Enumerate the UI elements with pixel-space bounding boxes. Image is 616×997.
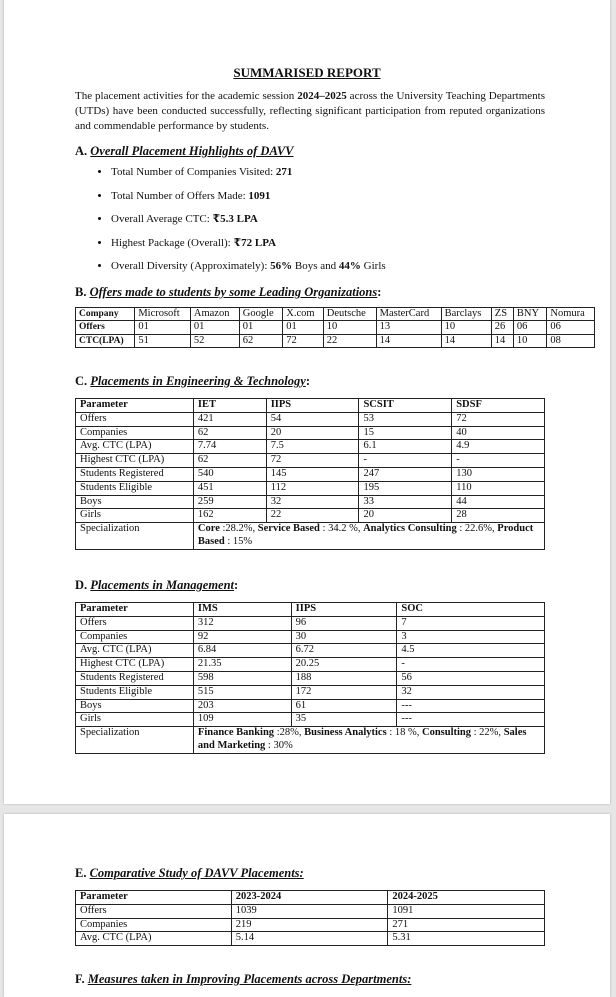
table-cell: 259 bbox=[193, 495, 266, 509]
table-row bbox=[76, 334, 595, 347]
table-cell: 109 bbox=[193, 713, 291, 727]
highlight-label: Highest Package (Overall): bbox=[111, 236, 234, 249]
table-row bbox=[76, 713, 545, 727]
column-header: SCSIT bbox=[359, 399, 452, 413]
ctc-cell: 51 bbox=[135, 334, 191, 347]
table-cell: 30 bbox=[291, 630, 397, 644]
table-cell: 203 bbox=[193, 699, 291, 713]
row-label: Avg. CTC (LPA) bbox=[76, 932, 232, 946]
section-b-colon: : bbox=[377, 285, 382, 299]
highlight-diversity bbox=[111, 258, 386, 282]
intro-session: 2024–2025 bbox=[297, 90, 347, 102]
table-cell: 7 bbox=[397, 616, 545, 630]
table-row bbox=[76, 481, 545, 495]
comparative-table bbox=[75, 890, 545, 946]
section-a-prefix: A. bbox=[75, 144, 91, 158]
section-e-prefix: E. bbox=[75, 866, 90, 880]
column-header: Parameter bbox=[76, 399, 194, 413]
report-title: SUMMARISED REPORT bbox=[233, 65, 381, 80]
highlight-value: 56% bbox=[270, 260, 293, 272]
table-cell: 92 bbox=[193, 630, 291, 644]
highlight-avg-ctc bbox=[111, 211, 386, 235]
company-name: Deutsche bbox=[323, 308, 376, 321]
highlight-highest-package bbox=[111, 235, 386, 259]
highlight-label: Total Number of Offers Made: bbox=[111, 189, 249, 202]
spec-name: Consulting bbox=[421, 727, 472, 739]
ctc-cell: 14 bbox=[491, 334, 513, 347]
table-row bbox=[76, 308, 595, 321]
row-label: Boys bbox=[76, 699, 194, 713]
table-cell: 7.74 bbox=[193, 440, 266, 454]
highlight-value: ₹72 LPA bbox=[233, 236, 277, 249]
table-row bbox=[76, 440, 545, 454]
highlight-value: 271 bbox=[275, 166, 293, 178]
table-cell: 53 bbox=[359, 412, 452, 426]
highlight-mid: Boys and bbox=[292, 260, 339, 272]
column-header: 2024-2025 bbox=[388, 891, 545, 905]
table-cell: 1091 bbox=[388, 904, 545, 918]
highlight-value-2: 44% bbox=[338, 260, 361, 272]
table-cell: 72 bbox=[266, 454, 359, 468]
section-a-title: Overall Placement Highlights of DAVV bbox=[90, 144, 294, 158]
table-row bbox=[76, 630, 545, 644]
highlights-list bbox=[93, 164, 386, 282]
offers-table bbox=[75, 307, 595, 348]
management-table bbox=[75, 602, 545, 754]
table-cell: 110 bbox=[452, 481, 545, 495]
table-cell: 32 bbox=[266, 495, 359, 509]
column-header: IIPS bbox=[266, 399, 359, 413]
table-cell: 22 bbox=[266, 509, 359, 523]
section-b-prefix: B. bbox=[75, 285, 90, 299]
highlight-label: Total Number of Companies Visited: bbox=[111, 166, 276, 178]
table-cell: 247 bbox=[359, 467, 452, 481]
section-f-title: Measures taken in Improving Placements across Departments: bbox=[87, 972, 412, 986]
spec-value: : 22%, bbox=[471, 727, 504, 739]
company-name: X.com bbox=[283, 308, 324, 321]
table-cell: - bbox=[359, 454, 452, 468]
ctc-cell: 14 bbox=[441, 334, 491, 347]
row-label: Boys bbox=[76, 495, 194, 509]
table-cell: 21.35 bbox=[193, 658, 291, 672]
column-header: Parameter bbox=[76, 891, 232, 905]
table-cell: 32 bbox=[397, 685, 545, 699]
highlight-value: ₹5.3 LPA bbox=[212, 213, 258, 225]
table-cell: 4.9 bbox=[452, 440, 545, 454]
spec-value: : 22.6%, bbox=[456, 523, 498, 535]
table-row bbox=[76, 412, 545, 426]
company-name: Microsoft bbox=[135, 308, 191, 321]
specialization-cell bbox=[193, 523, 544, 550]
table-cell: 188 bbox=[291, 671, 397, 685]
table-row bbox=[76, 523, 545, 550]
row-label: Highest CTC (LPA) bbox=[76, 454, 194, 468]
table-cell: 162 bbox=[193, 509, 266, 523]
column-header: SDSF bbox=[452, 399, 545, 413]
spec-value: :28.2%, bbox=[219, 523, 258, 535]
table-cell: 598 bbox=[193, 671, 291, 685]
table-row bbox=[76, 616, 545, 630]
table-cell: 62 bbox=[193, 426, 266, 440]
table-header-row bbox=[76, 603, 545, 617]
ctc-cell: 52 bbox=[190, 334, 239, 347]
table-cell: 20 bbox=[266, 426, 359, 440]
ctc-cell: 14 bbox=[376, 334, 441, 347]
row-label: Specialization bbox=[76, 523, 194, 550]
section-a-heading bbox=[75, 144, 294, 159]
table-cell: 5.14 bbox=[231, 932, 388, 946]
section-c-prefix: C. bbox=[75, 374, 91, 388]
column-header: IET bbox=[193, 399, 266, 413]
table-header-row bbox=[76, 399, 545, 413]
offers-cell: 01 bbox=[135, 321, 191, 334]
table-cell: - bbox=[397, 658, 545, 672]
highlight-label: Overall Average CTC: bbox=[111, 213, 213, 225]
column-header: 2023-2024 bbox=[231, 891, 388, 905]
table-cell: 112 bbox=[266, 481, 359, 495]
company-name: ZS bbox=[491, 308, 513, 321]
table-cell: 172 bbox=[291, 685, 397, 699]
company-name: Nomura bbox=[547, 308, 595, 321]
table-cell: 96 bbox=[291, 616, 397, 630]
table-cell: 540 bbox=[193, 467, 266, 481]
ctc-cell: 10 bbox=[513, 334, 546, 347]
report-page-2 bbox=[4, 814, 610, 997]
row-label: Companies bbox=[76, 630, 194, 644]
table-row bbox=[76, 495, 545, 509]
offers-cell: 26 bbox=[491, 321, 513, 334]
table-row bbox=[76, 932, 545, 946]
offers-cell: 01 bbox=[239, 321, 283, 334]
highlight-label: Overall Diversity (Approximately): bbox=[111, 260, 271, 272]
table-cell: 145 bbox=[266, 467, 359, 481]
highlight-companies bbox=[111, 164, 386, 188]
table-cell: 20 bbox=[359, 509, 452, 523]
table-row bbox=[76, 321, 595, 334]
table-cell: 5.31 bbox=[388, 932, 545, 946]
ctc-cell: 62 bbox=[239, 334, 283, 347]
offers-cell: 01 bbox=[283, 321, 324, 334]
company-name: Amazon bbox=[190, 308, 239, 321]
table-cell: 6.72 bbox=[291, 644, 397, 658]
table-cell: 28 bbox=[452, 509, 545, 523]
table-cell: 62 bbox=[193, 454, 266, 468]
row-label: Students Registered bbox=[76, 671, 194, 685]
company-name: MasterCard bbox=[376, 308, 441, 321]
offers-cell: 13 bbox=[376, 321, 441, 334]
table-row bbox=[76, 727, 545, 754]
company-header: Company bbox=[76, 308, 135, 321]
table-cell: 72 bbox=[452, 412, 545, 426]
report-page-1 bbox=[4, 0, 610, 804]
column-header: IIPS bbox=[291, 603, 397, 617]
table-cell: 35 bbox=[291, 713, 397, 727]
table-row bbox=[76, 904, 545, 918]
offers-cell: 10 bbox=[441, 321, 491, 334]
row-label: Specialization bbox=[76, 727, 194, 754]
row-label: Offers bbox=[76, 412, 194, 426]
spec-value: : 15% bbox=[224, 535, 253, 547]
table-cell: 56 bbox=[397, 671, 545, 685]
section-e-heading bbox=[75, 866, 304, 881]
table-cell: 195 bbox=[359, 481, 452, 495]
table-cell: 421 bbox=[193, 412, 266, 426]
table-row bbox=[76, 685, 545, 699]
row-label: Avg. CTC (LPA) bbox=[76, 644, 194, 658]
table-cell: 61 bbox=[291, 699, 397, 713]
spec-name: Service Based bbox=[257, 523, 320, 535]
table-cell: 15 bbox=[359, 426, 452, 440]
table-cell: 6.1 bbox=[359, 440, 452, 454]
spec-value: : 30% bbox=[265, 739, 293, 751]
table-cell: 219 bbox=[231, 918, 388, 932]
table-cell: 44 bbox=[452, 495, 545, 509]
table-cell: 54 bbox=[266, 412, 359, 426]
table-row bbox=[76, 918, 545, 932]
table-row bbox=[76, 426, 545, 440]
company-name: Google bbox=[239, 308, 283, 321]
offers-label: Offers bbox=[76, 321, 135, 334]
ctc-label: CTC(LPA) bbox=[76, 334, 135, 347]
intro-text-end: across the University Teaching Departments (UTDs) have been conducted successfully, reflecting significant participation from reputed organizations and commendable performance by students. bbox=[75, 90, 546, 132]
intro-text-start: The placement activities for the academic session bbox=[75, 90, 298, 102]
spec-name: Finance Banking bbox=[197, 727, 275, 739]
section-c-title: Placements in Engineering & Technology bbox=[90, 374, 306, 388]
section-c-heading bbox=[75, 374, 310, 389]
section-f-prefix: F. bbox=[75, 972, 88, 986]
spec-value: :28%, bbox=[274, 727, 305, 739]
row-label: Offers bbox=[76, 904, 232, 918]
intro-paragraph bbox=[75, 89, 545, 134]
spec-name: Product Based bbox=[197, 523, 534, 547]
table-cell: 3 bbox=[397, 630, 545, 644]
section-f-heading bbox=[75, 972, 411, 987]
ctc-cell: 08 bbox=[547, 334, 595, 347]
offers-cell: 10 bbox=[323, 321, 376, 334]
table-row bbox=[76, 658, 545, 672]
table-row bbox=[76, 467, 545, 481]
table-cell: 1039 bbox=[231, 904, 388, 918]
section-d-prefix: D. bbox=[75, 578, 91, 592]
table-cell: - bbox=[452, 454, 545, 468]
section-b-title: Offers made to students by some Leading Organizations bbox=[89, 285, 378, 299]
table-cell: 451 bbox=[193, 481, 266, 495]
specialization-cell bbox=[193, 727, 544, 754]
section-c-colon: : bbox=[305, 374, 310, 388]
offers-cell: 01 bbox=[190, 321, 239, 334]
column-header: SOC bbox=[397, 603, 545, 617]
table-row bbox=[76, 509, 545, 523]
row-label: Highest CTC (LPA) bbox=[76, 658, 194, 672]
offers-cell: 06 bbox=[513, 321, 546, 334]
highlight-offers bbox=[111, 188, 386, 212]
table-cell: 33 bbox=[359, 495, 452, 509]
table-cell: 515 bbox=[193, 685, 291, 699]
table-cell: 40 bbox=[452, 426, 545, 440]
table-cell: 271 bbox=[388, 918, 545, 932]
spec-value: : 18 %, bbox=[386, 727, 422, 739]
spec-name: Business Analytics bbox=[304, 727, 387, 739]
row-label: Students Registered bbox=[76, 467, 194, 481]
table-cell: 20.25 bbox=[291, 658, 397, 672]
company-name: Barclays bbox=[441, 308, 491, 321]
table-cell: 4.5 bbox=[397, 644, 545, 658]
table-cell: 7.5 bbox=[266, 440, 359, 454]
section-d-title: Placements in Management bbox=[90, 578, 235, 592]
table-row bbox=[76, 454, 545, 468]
spec-value: : 34.2 %, bbox=[319, 523, 364, 535]
column-header: IMS bbox=[193, 603, 291, 617]
row-label: Students Eligible bbox=[76, 685, 194, 699]
offers-cell: 06 bbox=[547, 321, 595, 334]
table-cell: 312 bbox=[193, 616, 291, 630]
table-cell: 6.84 bbox=[193, 644, 291, 658]
spec-name: Analytics Consulting bbox=[363, 523, 457, 535]
row-label: Girls bbox=[76, 509, 194, 523]
row-label: Companies bbox=[76, 918, 232, 932]
highlight-value: 1091 bbox=[248, 189, 271, 202]
ctc-cell: 72 bbox=[283, 334, 324, 347]
table-cell: --- bbox=[397, 699, 545, 713]
table-row bbox=[76, 644, 545, 658]
section-d-heading bbox=[75, 578, 238, 593]
column-header: Parameter bbox=[76, 603, 194, 617]
section-e-title: Comparative Study of DAVV Placements: bbox=[89, 866, 304, 880]
row-label: Companies bbox=[76, 426, 194, 440]
spec-name: Sales and Marketing bbox=[197, 727, 527, 751]
section-b-heading bbox=[75, 285, 381, 300]
row-label: Girls bbox=[76, 713, 194, 727]
company-name: BNY bbox=[513, 308, 546, 321]
row-label: Students Eligible bbox=[76, 481, 194, 495]
engineering-table bbox=[75, 398, 545, 550]
table-row bbox=[76, 699, 545, 713]
table-row bbox=[76, 671, 545, 685]
section-d-colon: : bbox=[234, 578, 239, 592]
ctc-cell: 22 bbox=[323, 334, 376, 347]
table-cell: --- bbox=[397, 713, 545, 727]
row-label: Offers bbox=[76, 616, 194, 630]
spec-name: Core bbox=[197, 523, 220, 535]
row-label: Avg. CTC (LPA) bbox=[76, 440, 194, 454]
table-header-row bbox=[76, 891, 545, 905]
table-cell: 130 bbox=[452, 467, 545, 481]
highlight-suffix: Girls bbox=[360, 260, 386, 272]
